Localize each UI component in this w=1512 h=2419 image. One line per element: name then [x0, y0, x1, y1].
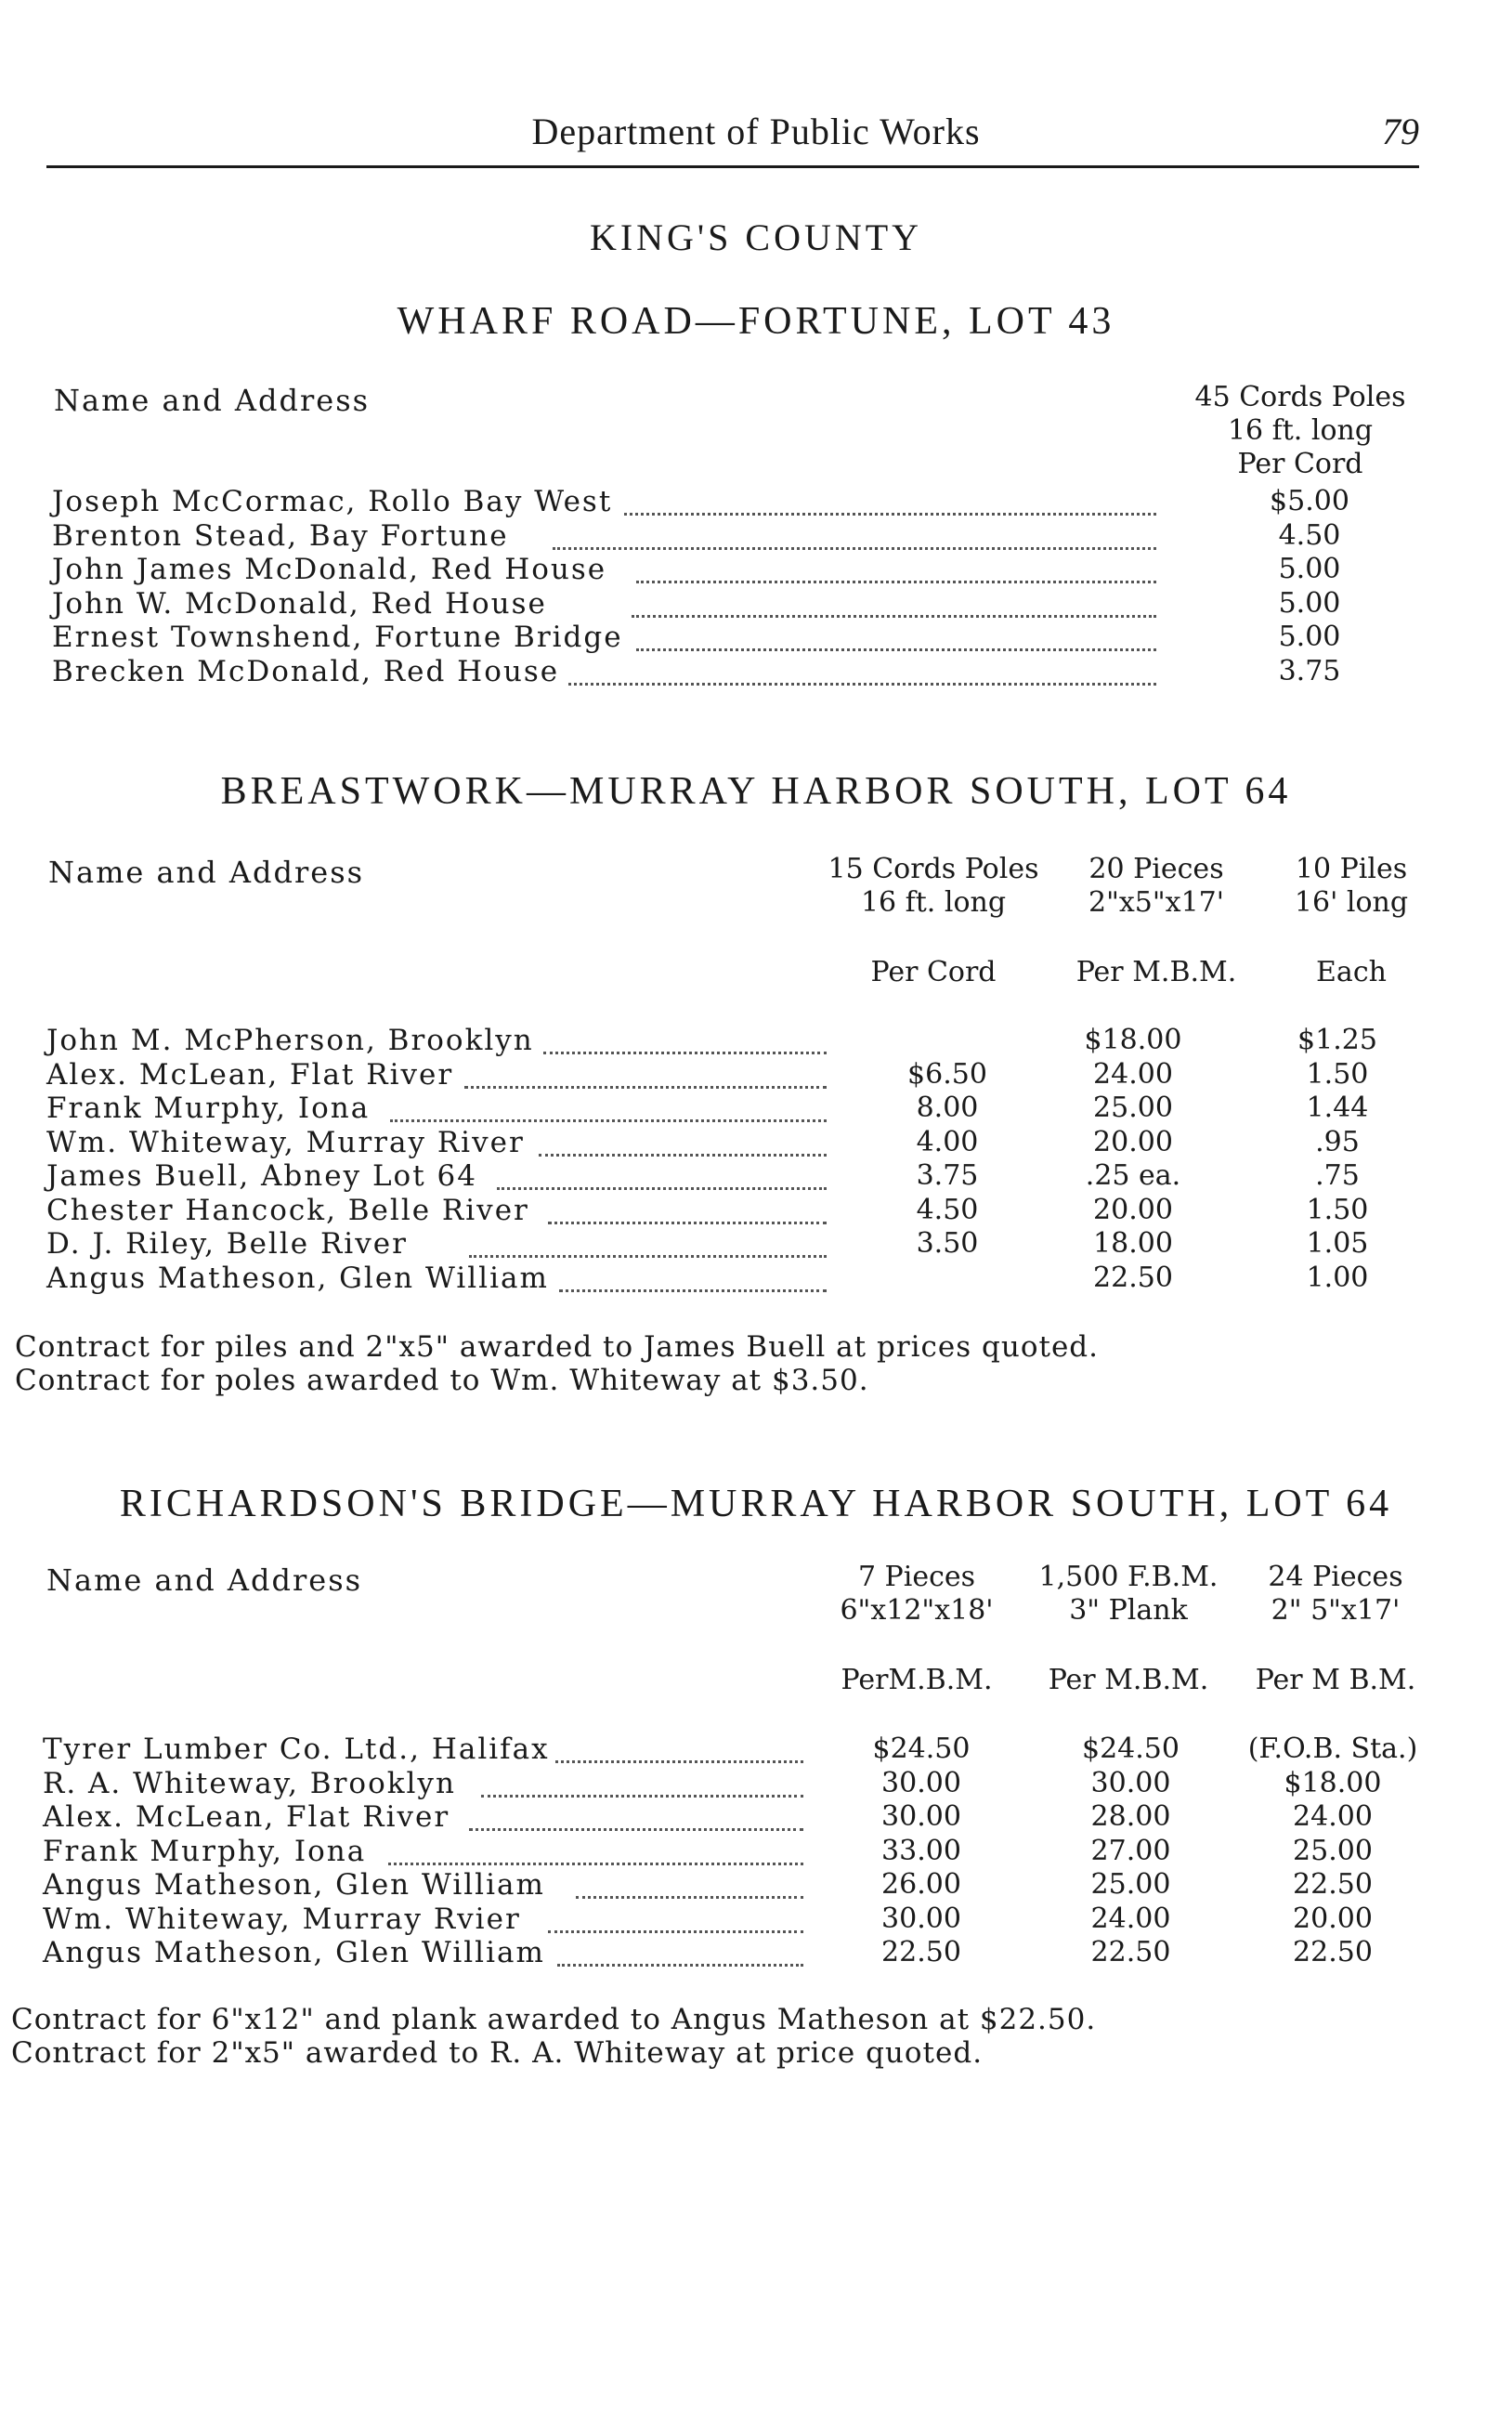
row-value: 3.75: [1278, 654, 1341, 687]
row-value: $6.50: [907, 1057, 987, 1091]
row-value: 1.00: [1306, 1261, 1369, 1294]
row-value: 24.00: [1093, 1057, 1173, 1091]
section2-col-header-3: 10 Piles 16' long: [1294, 853, 1409, 919]
row-value: 27.00: [1090, 1834, 1171, 1867]
row-value: 5.00: [1278, 621, 1341, 653]
row-value: 28.00: [1090, 1800, 1171, 1833]
dot-leader: [469, 1828, 803, 1831]
dot-leader: [557, 1964, 803, 1967]
row-name: John W. McDonald, Red House: [52, 586, 547, 621]
dot-leader: [624, 513, 1156, 516]
row-name: Tyrer Lumber Co. Ltd., Halifax: [43, 1733, 550, 1766]
row-value: 22.50: [1090, 1936, 1171, 1968]
page-number: 79: [1382, 111, 1419, 152]
row-value: 20.00: [1093, 1125, 1173, 1158]
row-value: 25.00: [1093, 1092, 1173, 1124]
row-value: $24.50: [872, 1733, 971, 1765]
row-value: (F.O.B. Sta.): [1247, 1733, 1418, 1765]
dot-leader: [390, 1119, 827, 1122]
section2-col-header-2: 20 Pieces 2"x5"x17': [1088, 853, 1225, 919]
section3-note-2: Contract for 2"x5" awarded to R. A. Whiteway at price quoted.: [11, 2036, 984, 2070]
section2-unit-3: Each: [1316, 956, 1387, 988]
section3-col-header-1: 7 Pieces 6"x12"x18': [840, 1561, 994, 1627]
row-value: 8.00: [916, 1092, 979, 1124]
row-value: 30.00: [881, 1902, 961, 1935]
header-rule: [46, 165, 1419, 168]
row-name: Angus Matheson, Glen William: [43, 1936, 545, 1969]
running-head: Department of Public Works: [531, 111, 981, 152]
row-name: Joseph McCormac, Rollo Bay West: [52, 485, 613, 518]
row-value: $5.00: [1270, 485, 1349, 517]
dot-leader: [555, 1760, 803, 1763]
row-name: James Buell, Abney Lot 64: [46, 1159, 477, 1193]
row-value: 25.00: [1090, 1868, 1171, 1901]
row-value: 33.00: [881, 1834, 961, 1867]
dot-leader: [568, 683, 1156, 686]
row-name: Chester Hancock, Belle River: [46, 1193, 529, 1227]
dot-leader: [553, 547, 1156, 550]
row-name: Angus Matheson, Glen William: [43, 1868, 545, 1902]
row-name: Wm. Whiteway, Murray Rvier: [43, 1902, 521, 1936]
county-title: KING'S COUNTY: [589, 216, 923, 258]
dot-leader: [636, 648, 1156, 651]
row-value: $24.50: [1082, 1733, 1180, 1765]
section2-note-1: Contract for piles and 2"x5" awarded to James Buell at prices quoted.: [15, 1330, 1100, 1364]
row-value: .25 ea.: [1085, 1159, 1181, 1192]
row-name: R. A. Whiteway, Brooklyn: [43, 1766, 456, 1800]
section1-name-header: Name and Address: [54, 383, 371, 418]
dot-leader: [539, 1154, 827, 1157]
section2-note-2: Contract for poles awarded to Wm. Whiteway at $3.50.: [15, 1364, 869, 1397]
row-value: 25.00: [1293, 1834, 1373, 1867]
row-value: 3.50: [916, 1227, 979, 1260]
row-value: 1.05: [1306, 1227, 1369, 1260]
row-value: 22.50: [881, 1936, 961, 1968]
row-value: 30.00: [1090, 1766, 1171, 1799]
section1-col-header: 45 Cords Poles 16 ft. long Per Cord: [1194, 381, 1406, 480]
row-value: 1.50: [1306, 1057, 1369, 1091]
row-name: John M. McPherson, Brooklyn: [46, 1024, 534, 1057]
section2-title: BREASTWORK—MURRAY HARBOR SOUTH, LOT 64: [220, 770, 1292, 813]
row-value: 26.00: [881, 1868, 961, 1901]
section3-note-1: Contract for 6"x12" and plank awarded to Angus Matheson at $22.50.: [11, 2003, 1097, 2036]
row-value: 5.00: [1278, 553, 1341, 585]
row-value: $1.25: [1297, 1024, 1377, 1056]
row-value: 1.44: [1306, 1092, 1369, 1124]
section3-unit-3: Per M B.M.: [1255, 1664, 1416, 1696]
row-name: Brenton Stead, Bay Fortune: [52, 518, 509, 553]
dot-leader: [548, 1222, 827, 1224]
section3-unit-1: PerM.B.M.: [841, 1664, 993, 1696]
dot-leader: [469, 1255, 827, 1258]
dot-leader: [388, 1863, 803, 1865]
dot-leader: [497, 1187, 827, 1190]
row-value: 30.00: [881, 1800, 961, 1833]
section3-name-header: Name and Address: [46, 1563, 363, 1598]
dot-leader: [548, 1930, 803, 1933]
row-value: 24.00: [1090, 1902, 1171, 1935]
row-value: 22.50: [1093, 1261, 1173, 1294]
dot-leader: [576, 1896, 803, 1899]
row-name: Frank Murphy, Iona: [46, 1092, 371, 1125]
row-name: Frank Murphy, Iona: [43, 1834, 367, 1868]
row-name: Brecken McDonald, Red House: [52, 654, 560, 688]
section2-unit-1: Per Cord: [870, 956, 997, 988]
section3-title: RICHARDSON'S BRIDGE—MURRAY HARBOR SOUTH, LOT 64: [119, 1483, 1393, 1525]
row-value: 4.00: [916, 1125, 979, 1158]
row-name: Angus Matheson, Glen William: [46, 1261, 549, 1295]
row-name: John James McDonald, Red House: [52, 553, 607, 586]
dot-leader: [636, 581, 1156, 583]
row-value: 1.50: [1306, 1193, 1369, 1226]
row-name: Alex. McLean, Flat River: [43, 1800, 450, 1834]
row-value: 24.00: [1293, 1800, 1373, 1833]
dot-leader: [543, 1052, 827, 1054]
row-name: Alex. McLean, Flat River: [46, 1057, 454, 1092]
row-value: $18.00: [1084, 1024, 1182, 1056]
section2-name-header: Name and Address: [48, 855, 365, 890]
section2-unit-2: Per M.B.M.: [1075, 956, 1237, 988]
row-value: 30.00: [881, 1766, 961, 1799]
row-name: D. J. Riley, Belle River: [46, 1227, 408, 1261]
row-name: Ernest Townshend, Fortune Bridge: [52, 621, 623, 654]
row-value: 22.50: [1293, 1936, 1373, 1968]
section1-title: WHARF ROAD—FORTUNE, LOT 43: [397, 300, 1115, 343]
row-value: 22.50: [1293, 1868, 1373, 1901]
row-value: .75: [1315, 1159, 1360, 1192]
row-value: 20.00: [1293, 1902, 1373, 1935]
row-value: 3.75: [916, 1159, 979, 1192]
dot-leader: [481, 1795, 803, 1798]
row-value: 4.50: [916, 1193, 979, 1226]
section3-col-header-3: 24 Pieces 2" 5"x17': [1268, 1561, 1403, 1627]
section3-unit-2: Per M.B.M.: [1048, 1664, 1209, 1696]
dot-leader: [632, 615, 1156, 618]
row-value: 5.00: [1278, 586, 1341, 620]
row-value: .95: [1315, 1125, 1360, 1158]
row-value: 20.00: [1093, 1193, 1173, 1226]
dot-leader: [464, 1086, 827, 1089]
row-value: $18.00: [1284, 1766, 1382, 1799]
row-value: 18.00: [1093, 1227, 1173, 1260]
row-value: 4.50: [1278, 518, 1341, 552]
section2-col-header-1: 15 Cords Poles 16 ft. long: [828, 853, 1039, 919]
section3-col-header-2: 1,500 F.B.M. 3" Plank: [1038, 1561, 1219, 1627]
dot-leader: [559, 1289, 827, 1292]
row-name: Wm. Whiteway, Murray River: [46, 1125, 525, 1159]
